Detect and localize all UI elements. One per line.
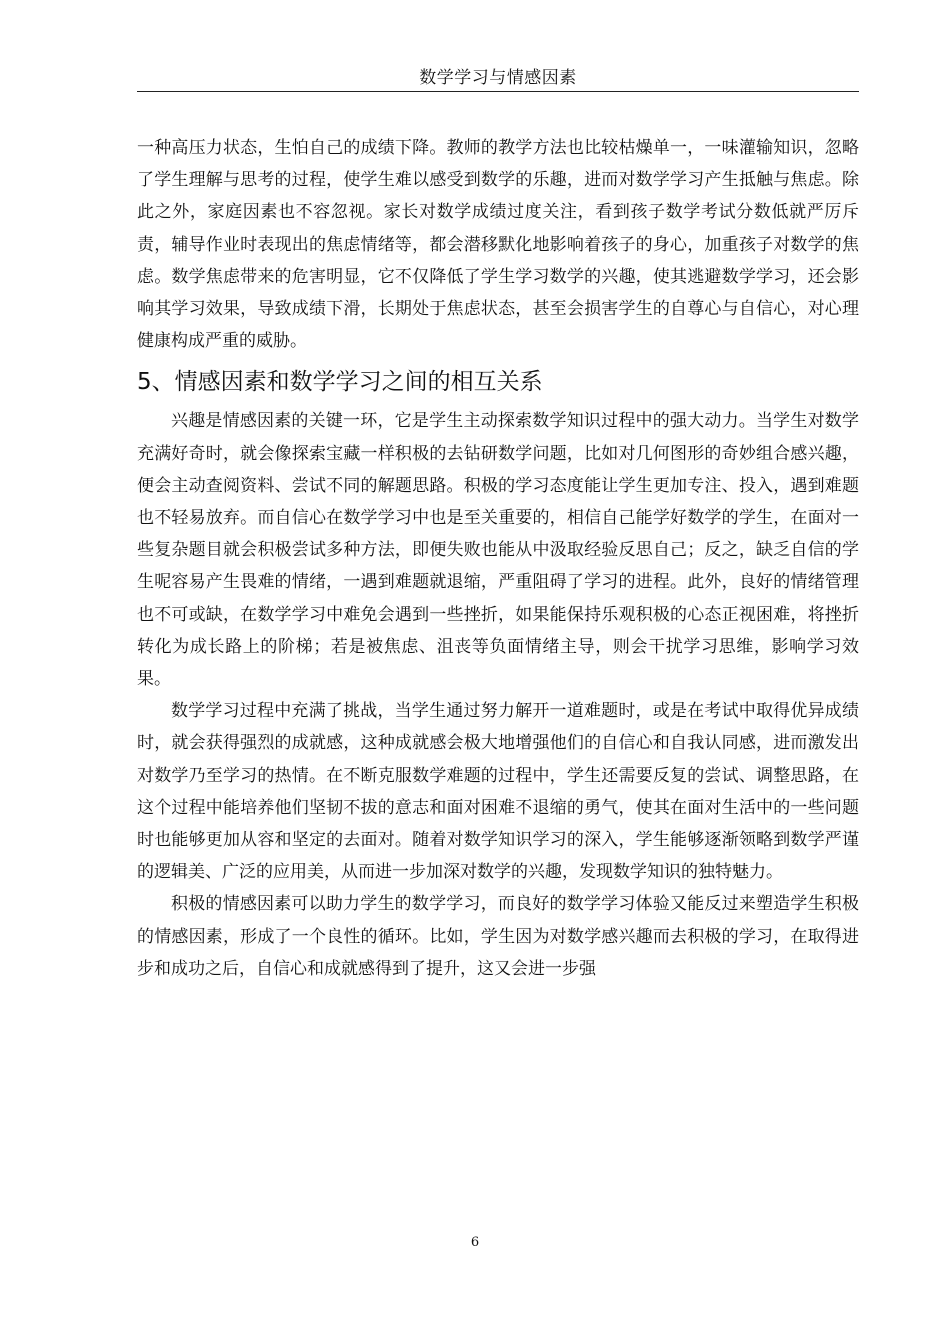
header-divider [137,91,859,92]
paragraph-continuation: 一种高压力状态，生怕自己的成绩下降。教师的教学方法也比较枯燥单一，一味灌输知识，忽略了学生理解与思考的过程，使学生难以感受到数学的乐趣，进而对数学学习产生抵触与焦虑。除此之外，家庭因素也不容忽视。家长对数学成绩过度关注，看到孩子数学考试分数低就严厉斥责，辅导作业时表现出的焦虑情绪等，都会潜移默化地影响着孩子的身心，加重孩子对数学的焦虑。数学焦虑带来的危害明显，它不仅降低了学生学习数学的兴趣，使其逃避数学学习，还会影响其学习效果，导致成绩下滑，长期处于焦虑状态，甚至会损害学生的自尊心与自信心，对心理健康构成严重的威胁。 [137,138,859,352]
section-heading: 5、情感因素和数学学习之间的相互关系 [137,369,543,396]
running-header: 数学学习与情感因素 [419,68,577,88]
paragraph-interest: 兴趣是情感因素的关键一环，它是学生主动探索数学知识过程中的强大动力。当学生对数学充满好奇时，就会像探索宝藏一样积极的去钻研数学问题，比如对几何图形的奇妙组合感兴趣，便会主动查阅资料、尝试不同的解题思路。积极的学习态度能让学生更加专注、投入，遇到难题也不轻易放弃。而自信心在数学学习中也是至关重要的，相信自己能学好数学的学生，在面对一些复杂题目就会积极尝试多种方法，即便失败也能从中汲取经验反思自己；反之，缺乏自信的学生呢容易产生畏难的情绪，一遇到难题就退缩，严重阻碍了学习的进程。此外，良好的情绪管理也不可或缺，在数学学习中难免会遇到一些挫折，如果能保持乐观积极的心态正视困难，将挫折转化为成长路上的阶梯；若是被焦虑、沮丧等负面情绪主导，则会干扰学习思维，影响学习效果。 [137,411,859,690]
paragraph-challenge: 数学学习过程中充满了挑战，当学生通过努力解开一道难题时，或是在考试中取得优异成绩时，就会获得强烈的成就感，这种成就感会极大地增强他们的自信心和自我认同感，进而激发出对数学乃至学习的热情。在不断克服数学难题的过程中，学生还需要反复的尝试、调整思路，在这个过程中能培养他们坚韧不拔的意志和面对困难不退缩的勇气，使其在面对生活中的一些问题时也能够更加从容和坚定的去面对。随着对数学知识学习的深入，学生能够逐渐领略到数学严谨的逻辑美、广泛的应用美，从而进一步加深对数学的兴趣，发现数学知识的独特魅力。 [137,701,859,883]
paragraph-cycle: 积极的情感因素可以助力学生的数学学习，而良好的数学学习体验又能反过来塑造学生积极的情感因素，形成了一个良性的循环。比如，学生因为对数学感兴趣而去积极的学习，在取得进步和成功之后，自信心和成就感得到了提升，这又会进一步强 [137,894,859,979]
document-body [137,132,859,985]
page-number: 6 [470,1235,480,1250]
